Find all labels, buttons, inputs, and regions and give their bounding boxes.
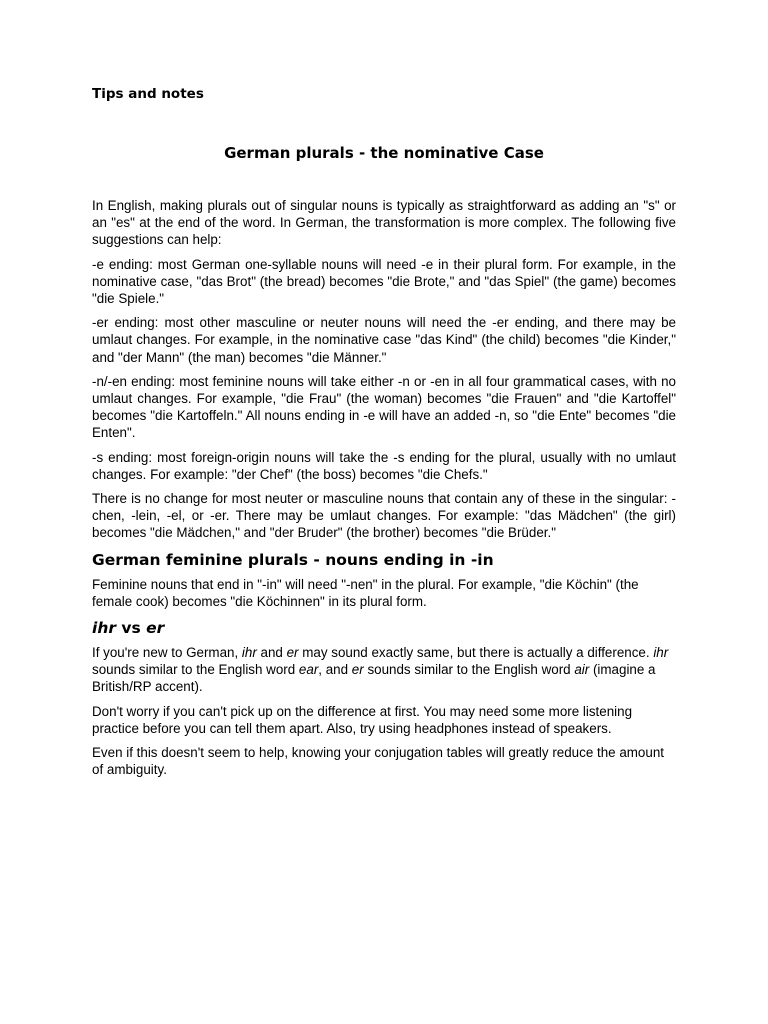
rule-n-en-ending: -n/-en ending: most feminine nouns will take either -n or -en in all four grammatical cases, with no umlaut changes. For example, "die Frau" (the woman) becomes "die Frauen" and "die Kartoffel" becomes "die Kartoffeln." All nouns ending in -e will have an added -n, so "die Ente" becomes "die Enten". [92,373,676,441]
em-run: er [286,645,299,661]
em-run: er [351,662,364,678]
ihr-er-paragraph-3: Even if this doesn't seem to help, knowing your conjugation tables will greatly reduce the amount of ambiguity. [92,745,664,778]
text-run: may sound exactly same, but there is actually a difference. [298,645,654,661]
em-run: ihr [241,645,257,661]
plural-rules-section [92,197,676,542]
heading-vs: vs [116,619,147,638]
rule-er-ending: -er ending: most other masculine or neuter nouns will need the -er ending, and there may be umlaut changes. For example, in the nominative case "das Kind" (the child) becomes "die Kinder," and "der Mann" (the man) becomes "die Männer." [92,315,676,365]
rule-s-ending: -s ending: most foreign-origin nouns will take the -s ending for the plural, usually with no umlaut changes. For example: "der Chef" (the boss) becomes "die Chefs." [92,449,676,482]
text-run: If you're new to German, [92,645,242,661]
em-run: ihr [653,645,669,661]
feminine-plurals-heading: German feminine plurals - nouns ending in -in [92,550,494,569]
em-run: ear [298,662,319,678]
em-run: air [574,662,590,678]
document-page [92,84,676,785]
ihr-er-paragraph-2: Don't worry if you can't pick up on the difference at first. You may need some more listening practice before you can tell them apart. Also, try using headphones instead of speakers. [92,703,633,736]
ihr-vs-er-heading [92,617,676,639]
text-run: and [256,645,287,661]
intro-paragraph: In English, making plurals out of singular nouns is typically as straightforward as adding an "s" or an "es" at the end of the word. In German, the transformation is more complex. The following five suggestions can help: [92,198,676,248]
rule-no-change: There is no change for most neuter or masculine nouns that contain any of these in the singular: -chen, -lein, -el, or -er. There may be umlaut changes. For example: "das Mädchen" (the girl) becomes "die Mädchen," and "der Bruder" (the brother) becomes "die Brüder." [92,491,676,541]
text-run: sounds similar to the English word [363,662,575,678]
text-run: (imagine a British/RP accent). [92,662,656,695]
heading-word-ihr: ihr [92,619,116,638]
ihr-er-paragraph-1 [92,644,676,696]
page-title: German plurals - the nominative Case [224,144,544,162]
section-label: Tips and notes [92,86,204,102]
rule-e-ending: -e ending: most German one-syllable nouns will need -e in their plural form. For example, in the nominative case, "das Brot" (the bread) becomes "die Brote," and "das Spiel" (the game) becomes "die Spiele." [92,256,676,307]
text-run: , and [318,662,352,678]
feminine-plurals-paragraph: Feminine nouns that end in "-in" will need "-nen" in the plural. For example, "die Köchin" (the female cook) becomes "die Köchinnen" in its plural form. [92,576,639,609]
heading-word-er: er [146,619,165,638]
text-run: sounds similar to the English word [92,662,299,678]
